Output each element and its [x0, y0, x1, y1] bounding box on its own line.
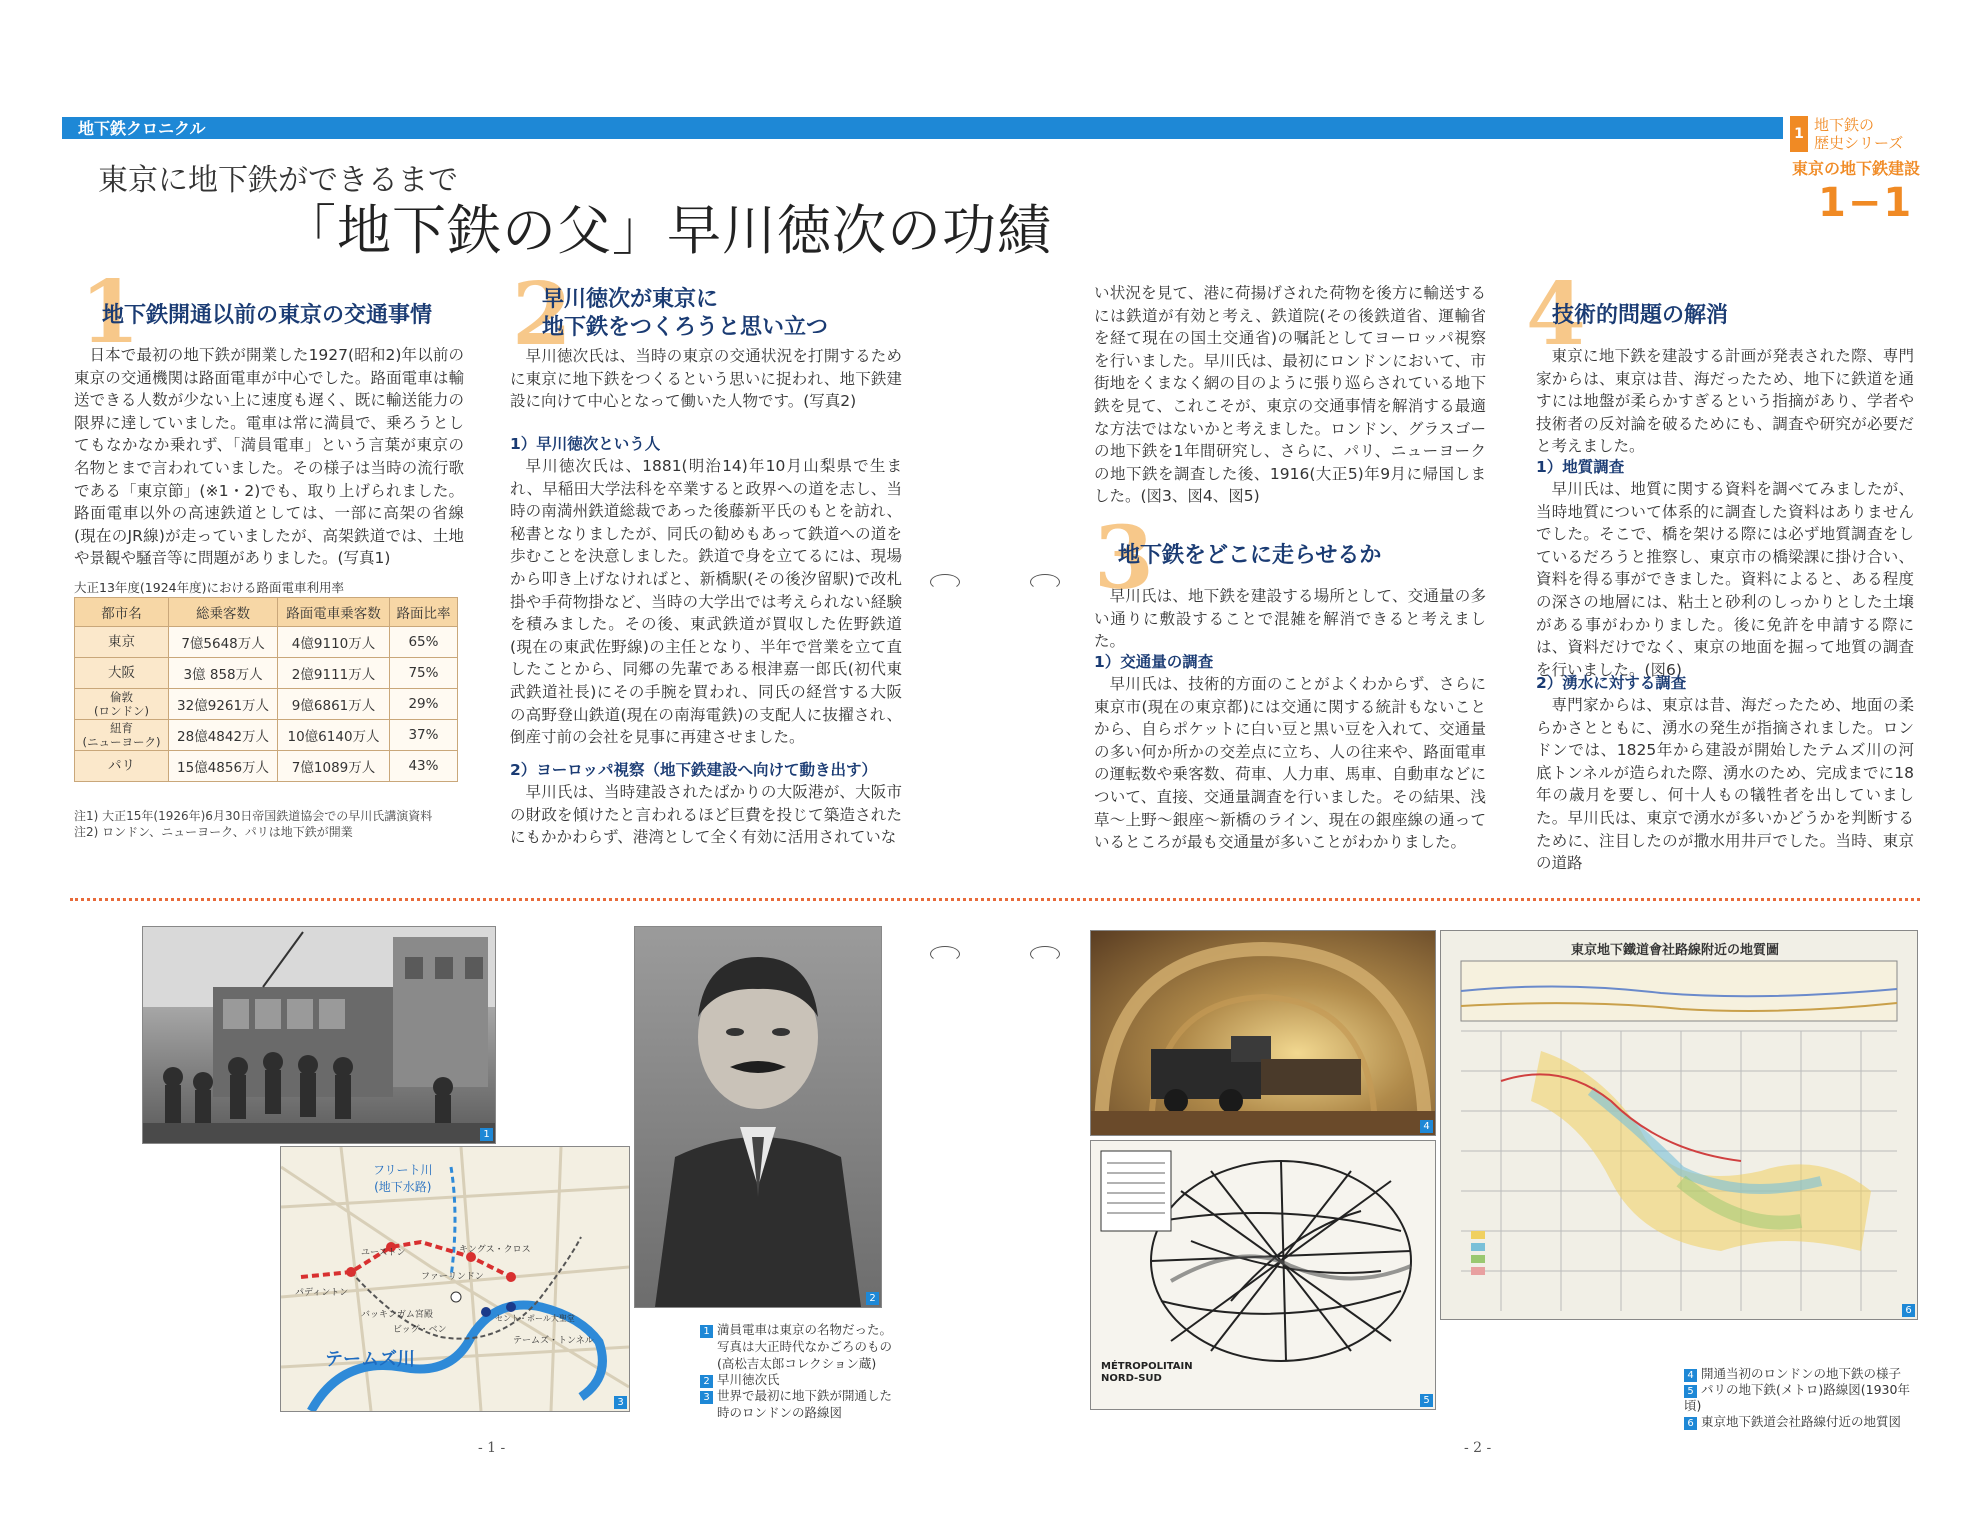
map-label-farringdon: ファーリンドン	[421, 1272, 484, 1282]
section-4-sub2: 2）湧水に対する調査	[1536, 674, 1687, 692]
article-title: 「地下鉄の父」早川徳次の功績	[282, 199, 1052, 262]
london-tunnel-illustration	[1090, 930, 1436, 1136]
map-label-fleet-line1: フリート川	[373, 1163, 433, 1177]
tram-usage-table	[74, 597, 458, 782]
caption-line	[1684, 1414, 1924, 1430]
table-cell: 倫敦 (ロンドン)	[75, 689, 169, 720]
section-4-intro: 東京に地下鉄を建設する計画が発表された際、専門家からは、東京は昔、海だったため、地下に鉄道を通すには地盤が柔らかすぎるという指摘があり、学者や技術者の反対論を破るためにも、調査や研究が必要だと考えました。	[1536, 347, 1914, 456]
crowded-tram-photo	[142, 926, 496, 1144]
table-row	[75, 658, 458, 689]
table-cell: 75%	[389, 658, 457, 689]
table-cell: 15億4856万人	[168, 751, 277, 782]
paris-map-legend	[1101, 1361, 1193, 1385]
table-cell: 3億 858万人	[168, 658, 277, 689]
caption-text: 早川徳次氏	[717, 1372, 780, 1387]
captions-right	[1684, 1366, 1924, 1430]
page-number-left: - 1 -	[478, 1440, 506, 1456]
section-2-continued: い状況を見て、港に荷揚げされた荷物を後方に輸送するには鉄道が有効と考え、鉄道院(その後鉄道省、運輸省を経て現在の国土交通省)の嘱託としてヨーロッパ視察を行いました。早川氏は、最初にロンドンにおいて、市街地をくまなく網の目のように張り巡らされている地下鉄を見て、これこそが、東京の交通事情を解消する最適な方法ではないかと考えました。ロンドン、グラスゴーの地下鉄を1年間研究し、さらに、パリ、ニューヨークの地下鉄を調査した後、1916(大正5)年9月に帰国しました。(図3、図4、図5)	[1094, 284, 1486, 506]
caption-text: 時のロンドンの路線図	[717, 1405, 843, 1420]
section-2-number: 2	[512, 264, 572, 365]
caption-text: (高松吉太郎コレクション蔵)	[717, 1356, 877, 1371]
caption-number-badge: 3	[700, 1391, 713, 1404]
caption-line	[700, 1322, 930, 1338]
caption-line	[700, 1404, 930, 1421]
section-divider	[70, 898, 1920, 901]
table-note-2: 注2) ロンドン、ニューヨーク、パリは地下鉄が開業	[74, 825, 353, 839]
table-title: 大正13年度(1924年度)における路面電車利用率	[74, 580, 344, 595]
caption-text: 満員電車は東京の名物だった。	[717, 1322, 893, 1337]
series-subtitle: 東京の地下鉄建設	[1792, 159, 1921, 178]
map-label-buckingham: バッキンガム宮殿	[361, 1310, 433, 1320]
table-row	[75, 627, 458, 658]
section-2-title-line2: 地下鉄をつくろうと思い立つ	[542, 315, 829, 340]
paris-metro-map	[1090, 1140, 1436, 1410]
map-label-kings-cross: キングス・クロス	[459, 1245, 531, 1255]
captions-left	[700, 1322, 930, 1421]
series-name	[1814, 116, 1903, 152]
table-cell: パリ	[75, 751, 169, 782]
caption-line	[700, 1338, 930, 1355]
binder-hole	[930, 574, 960, 590]
series-code: 1−1	[1818, 180, 1914, 226]
geo-map-title: 東京地下鐵道會社路線附近の地質圖	[1571, 943, 1780, 958]
binder-hole	[930, 946, 960, 962]
section-2-title-line1: 早川徳次が東京に	[542, 287, 719, 312]
table-cell: 37%	[389, 720, 457, 751]
map-label-paddington: パディントン	[295, 1288, 349, 1298]
map-label-st-pauls: セント・ポール大聖堂	[495, 1314, 575, 1323]
photo-number-badge: 5	[1420, 1394, 1433, 1407]
section-1-body: 日本で最初の地下鉄が開業した1927(昭和2)年以前の東京の交通機関は路面電車が中心でした。路面電車は輸送できる人数が少ない上に速度も遅く、既に輸送能力の限界に達していました。電車は常に満員で、乗ろうとしてもなかなか乗れず、「満員電車」という言葉が東京の名物とまで言われていました。その様子は当時の流行歌である「東京節」(※1・2)でも、取り上げられました。路面電車以外の高速鉄道としては、一部に高架の省線(現在のJR線)が走っていましたが、高架鉄道では、土地や景観や騒音等に問題がありました。(写真1)	[74, 346, 464, 568]
section-4-number: 4	[1526, 264, 1586, 365]
map-label-euston: ユーストン	[361, 1248, 406, 1258]
section-1-number: 1	[80, 262, 140, 363]
caption-number-badge	[700, 1338, 713, 1351]
caption-line	[700, 1372, 930, 1388]
table-cell: 東京	[75, 627, 169, 658]
caption-text: 写真は大正時代なかごろのもの	[717, 1339, 893, 1354]
hayakawa-portrait	[634, 926, 882, 1308]
section-3-intro: 早川氏は、地下鉄を建設する場所として、交通量の多い通りに敷設することで混雑を解消できると考えました。	[1094, 587, 1486, 651]
table-cell: 2億9111万人	[278, 658, 390, 689]
binder-hole	[1030, 574, 1060, 590]
table-cell: 7億1089万人	[278, 751, 390, 782]
table-cell: 大阪	[75, 658, 169, 689]
section-3-number: 3	[1094, 508, 1154, 609]
geo-map-illustration	[1441, 931, 1917, 1319]
table-header: 総乗客数	[168, 598, 277, 627]
london-map	[280, 1146, 630, 1412]
section-2-intro: 早川徳次氏は、当時の東京の交通状況を打開するために東京に地下鉄をつくるという思いに捉われ、地下鉄建設に向けて中心となって働いた人物です。(写真2)	[510, 347, 902, 411]
section-3-body1: 早川氏は、技術的方面のことがよくわからず、さらに東京市(現在の東京都)には交通に関する統計もないことから、自らポケットに白い豆と黒い豆を入れて、交通量の多い何か所かの交差点に立ち、人の往来や、路面電車の運転数や乗客数、荷車、人力車、馬車、自動車などについて、直接、交通量調査を行いました。その結果、浅草〜上野〜銀座〜新橋のライン、現在の銀座線の通っているところが最も交通量が多いことがわかりました。	[1094, 675, 1486, 852]
table-row	[75, 720, 458, 751]
caption-number-badge: 6	[1684, 1417, 1697, 1430]
paris-map-label-2: NORD-SUD	[1101, 1373, 1162, 1384]
tokyo-geological-map	[1440, 930, 1918, 1320]
caption-text: 世界で最初に地下鉄が開通した	[717, 1388, 893, 1403]
series-line1: 地下鉄の	[1814, 116, 1875, 134]
map-label-big-ben: ビッグ・ベン	[393, 1325, 447, 1335]
table-cell: 4億9110万人	[278, 627, 390, 658]
section-2-sub2: 2）ヨーロッパ視察（地下鉄建設へ向けて動き出す）	[510, 761, 877, 779]
binder-hole	[1030, 946, 1060, 962]
section-2-body2: 早川氏は、当時建設されたばかりの大阪港が、大阪市の財政を傾けたと言われるほど巨費を投じて築造されたにもかかわらず、港湾として全く有効に活用されていな	[510, 783, 902, 847]
section-3-sub1: 1）交通量の調査	[1094, 653, 1214, 671]
table-cell: 29%	[389, 689, 457, 720]
table-cell: 43%	[389, 751, 457, 782]
header-bar	[62, 117, 1783, 139]
caption-number-badge: 1	[700, 1325, 713, 1338]
caption-number-badge	[700, 1355, 713, 1368]
section-3-title: 地下鉄をどこに走らせるか	[1118, 543, 1382, 568]
table-cell: 9億6861万人	[278, 689, 390, 720]
table-cell: 10億6140万人	[278, 720, 390, 751]
article-subtitle: 東京に地下鉄ができるまで	[98, 163, 458, 198]
caption-number-badge: 2	[700, 1375, 713, 1388]
photo-number-badge: 4	[1420, 1120, 1433, 1133]
caption-line	[1684, 1366, 1924, 1382]
caption-number-badge	[700, 1404, 713, 1417]
table-header: 路面比率	[389, 598, 457, 627]
table-row	[75, 689, 458, 720]
section-4-body2: 専門家からは、東京は昔、海だったため、地面の柔らかさとともに、湧水の発生が指摘されました。ロンドンでは、1825年から建設が開始したテムズ川の河底トンネルが造られた際、湧水のため、完成までに18年の歳月を要し、何十人もの犠牲者を出していました。早川氏は、東京で湧水が多いかどうかを判断するために、注目したのが撒水用井戸でした。当時、東京の道路	[1536, 696, 1914, 873]
map-label-fleet	[373, 1161, 433, 1195]
table-header: 路面電車乗客数	[278, 598, 390, 627]
section-4-body1: 早川氏は、地質に関する資料を調べてみましたが、当時地質について体系的に調査した資料はありませんでした。そこで、橋を架ける際には必ず地質調査をしているだろうと推察し、東京市の橋梁課に掛け合い、資料を得る事ができました。資料によると、ある程度の深さの地層には、粘土と砂利のしっかりとした土壌がある事がわかりました。後に免許を申請する際には、資料だけでなく、東京の地面を掘って地質の調査を行いました。(図6)	[1536, 480, 1914, 679]
table-cell: 65%	[389, 627, 457, 658]
photo-number-badge: 2	[866, 1292, 879, 1305]
header-label: 地下鉄クロニクル	[78, 119, 206, 138]
crowded-tram-illustration	[143, 927, 495, 1143]
section-4-title: 技術的問題の解消	[1552, 303, 1729, 328]
table-note-1: 注1) 大正15年(1926年)6月30日帝国鉄道協会での早川氏講演資料	[74, 809, 433, 823]
table-header: 都市名	[75, 598, 169, 627]
caption-number-badge: 5	[1684, 1385, 1697, 1398]
table-row	[75, 751, 458, 782]
map-label-thames: テームズ川	[325, 1349, 415, 1370]
tunnel-drawing	[1091, 931, 1435, 1135]
section-2-body1: 早川徳次氏は、1881(明治14)年10月山梨県で生まれ、早稲田大学法科を卒業すると政界への道を志し、当時の南満州鉄道総裁であった後藤新平氏のもとを訪れ、秘書となりましたが、同氏の勧めもあって鉄道への道を歩むことを決意しました。鉄道で身を立てるには、現場から叩き上げなければと、新橋駅(その後汐留駅)で改札掛や手荷物掛など、当時の大学出では考えられない経験を積みました。その後、東武鉄道が買収した佐野鉄道(現在の東武佐野線)の主任となり、半年で営業を立て直したことから、同郷の先輩である根津嘉一郎氏(初代東武鉄道社長)にその手腕を買われ、同氏の経営する大阪の高野登山鉄道(現在の南海電鉄)の支配人に抜擢され、倒産寸前の会社を見事に再建させました。	[510, 457, 902, 747]
map-label-fleet-line2: (地下水路)	[374, 1180, 432, 1194]
table-cell: 32億9261万人	[168, 689, 277, 720]
paris-map-label-1: MÉTROPOLITAIN	[1101, 1361, 1193, 1372]
map-label-thames-tunnel: テームズ・トンネル	[513, 1336, 594, 1346]
caption-number-badge: 4	[1684, 1369, 1697, 1382]
caption-text: 開通当初のロンドンの地下鉄の様子	[1701, 1366, 1902, 1381]
section-2-title	[542, 286, 828, 342]
table-cell: 28億4842万人	[168, 720, 277, 751]
table-cell: 7億5648万人	[168, 627, 277, 658]
series-number-badge: 1	[1790, 116, 1808, 152]
section-1-title: 地下鉄開通以前の東京の交通事情	[102, 303, 433, 328]
series-line2: 歴史シリーズ	[1814, 134, 1904, 152]
section-4-sub1: 1）地質調査	[1536, 458, 1625, 476]
caption-text: パリの地下鉄(メトロ)路線図(1930年頃)	[1684, 1382, 1910, 1413]
photo-number-badge: 3	[614, 1396, 627, 1409]
table-cell: 紐育 (ニューヨーク)	[75, 720, 169, 751]
caption-line	[700, 1388, 930, 1404]
photo-number-badge: 6	[1902, 1304, 1915, 1317]
photo-number-badge: 1	[480, 1128, 493, 1141]
caption-line	[1684, 1382, 1924, 1414]
portrait-illustration	[635, 927, 881, 1307]
caption-line	[700, 1355, 930, 1372]
page-number-right: - 2 -	[1464, 1440, 1492, 1456]
section-2-sub1: 1）早川徳次という人	[510, 435, 661, 453]
caption-text: 東京地下鉄道会社路線付近の地質図	[1701, 1414, 1902, 1429]
